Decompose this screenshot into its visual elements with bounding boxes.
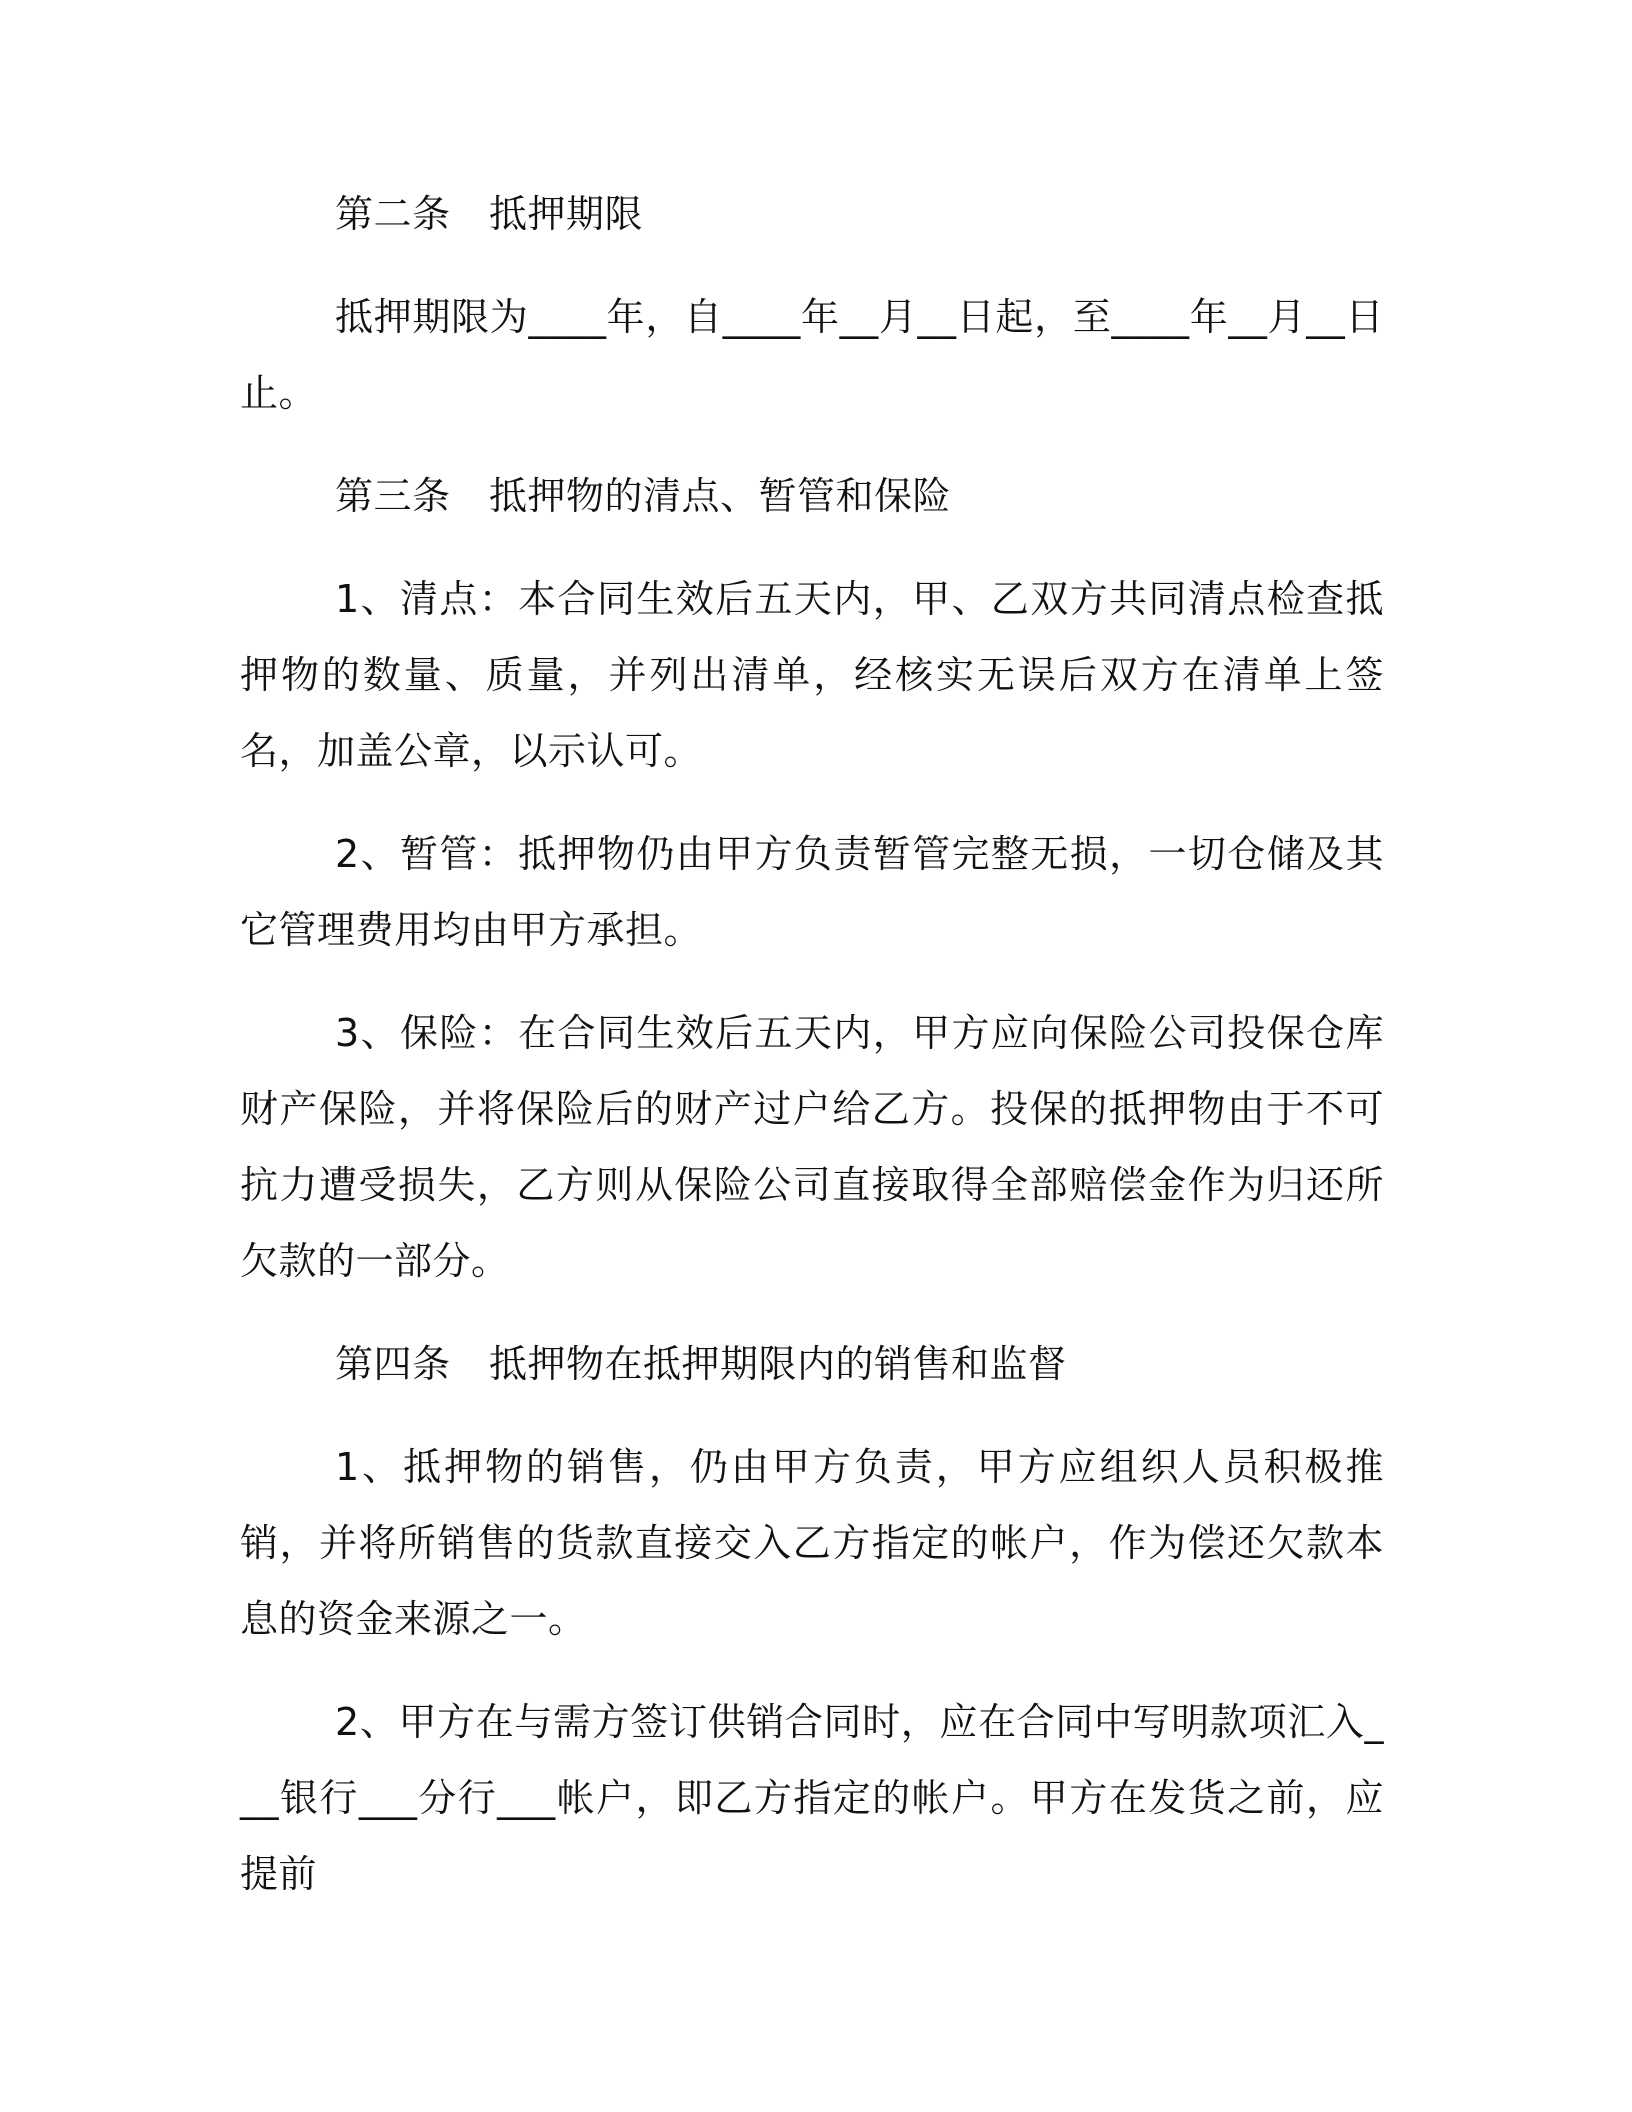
article-3-heading: 第三条 抵押物的清点、暂管和保险 [335, 474, 952, 518]
article-3-clause-1-inventory: 1、清点：本合同生效后五天内，甲、乙双方共同清点检查抵押物的数量、质量，并列出清单，经核实无误后双方在清单上签名，加盖公章，以示认可。 [240, 577, 1384, 773]
article-3-clause-3-insurance: 3、保险：在合同生效后五天内，甲方应向保险公司投保仓库财产保险，并将保险后的财产过户给乙方。投保的抵押物由于不可抗力遭受损失，乙方则从保险公司直接取得全部赔偿金作为归还所欠款的一部分。 [240, 1011, 1384, 1283]
article-2-term-paragraph: 抵押期限为____年，自____年__月__日起，至____年__月__日止。 [240, 295, 1384, 415]
document-body [240, 176, 1384, 1939]
article-4-heading: 第四条 抵押物在抵押期限内的销售和监督 [335, 1342, 1067, 1386]
article-2-heading: 第二条 抵押期限 [335, 192, 644, 236]
article-4-clause-1-sales: 1、抵押物的销售，仍由甲方负责，甲方应组织人员积极推销，并将所销售的货款直接交入乙方指定的帐户，作为偿还欠款本息的资金来源之一。 [240, 1445, 1384, 1641]
article-3-clause-2-custody: 2、暂管：抵押物仍由甲方负责暂管完整无损，一切仓储及其它管理费用均由甲方承担。 [240, 832, 1384, 952]
article-4-clause-2-contract: 2、甲方在与需方签订供销合同时，应在合同中写明款项汇入___银行___分行___帐户，即乙方指定的帐户。甲方在发货之前，应提前 [240, 1700, 1384, 1896]
